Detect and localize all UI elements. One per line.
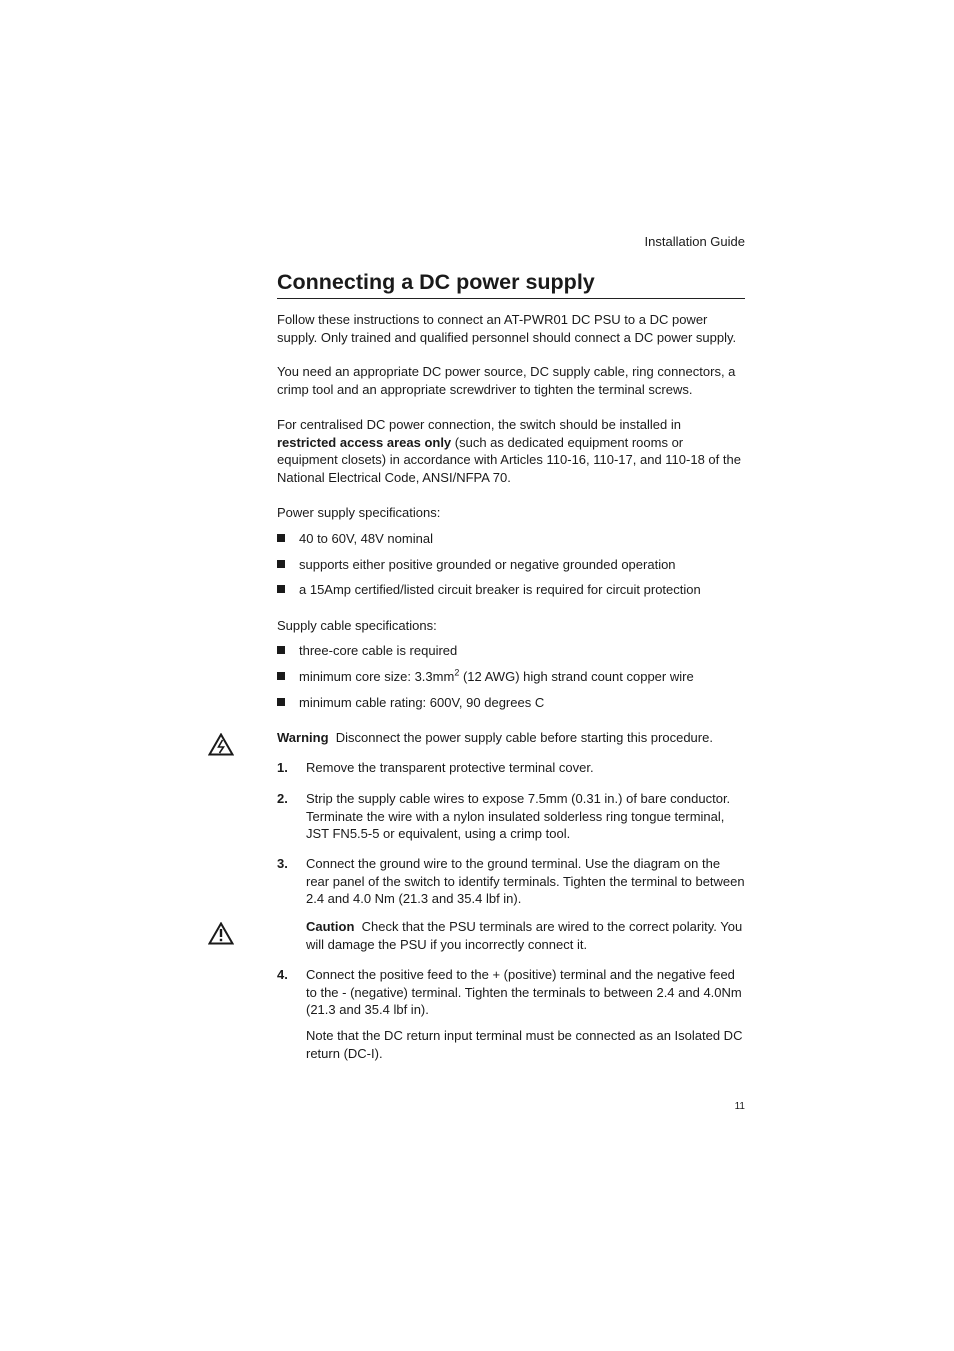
bullet-square-icon [277, 646, 285, 654]
bullet-square-icon [277, 672, 285, 680]
list-item-text: three-core cable is required [299, 643, 458, 658]
warning-text: Disconnect the power supply cable before starting this procedure. [335, 730, 713, 745]
power-specs-heading: Power supply specifications: [277, 505, 441, 520]
centralised-text-start: For centralised DC power connection, the switch should be installed in [277, 417, 681, 432]
step-text: Strip the supply cable wires to expose 7.5mm (0.31 in.) of bare conductor. Terminate the wire with a nylon insulated solderless ring tongue terminal, JST FN5.5-5 or equivalent, using a crimp tool. [306, 791, 731, 841]
dc-return-note: Note that the DC return input terminal must be connected as an Isolated DC return (DC-I). [306, 1028, 743, 1061]
step-text: Connect the positive feed to the + (positive) terminal and the negative feed to the - (negative) terminal. Tighten the terminals to between 2.4 and 4.0Nm (21.3 and 35.4 lbf in). [306, 967, 742, 1017]
running-header: Installation Guide [644, 234, 745, 249]
bullet-square-icon [277, 560, 285, 568]
superscript: 2 [454, 667, 460, 678]
cable-specs-heading: Supply cable specifications: [277, 618, 437, 633]
list-item-text: a 15Amp certified/listed circuit breaker is required for circuit protection [299, 582, 701, 597]
list-item-text: supports either positive grounded or negative grounded operation [299, 557, 676, 572]
step-number: 3. [277, 856, 288, 871]
centralised-paragraph [277, 416, 747, 486]
caution-label: Caution [306, 919, 355, 934]
caution-note [306, 918, 747, 953]
bullet-square-icon [277, 585, 285, 593]
list-item-text: 40 to 60V, 48V nominal [299, 531, 433, 546]
caution-text: Check that the PSU terminals are wired to the correct polarity. You will damage the PSU if you incorrectly connect it. [306, 919, 743, 952]
centralised-text-end: (such as dedicated equipment rooms or equipment closets) in accordance with Articles 110-16, 110-17, and 110-18 of the National Electrical Code, ANSI/NFPA 70. [277, 434, 741, 485]
page-number: 11 [734, 1101, 745, 1112]
step-number: 1. [277, 760, 288, 775]
intro-paragraph: Follow these instructions to connect an AT-PWR01 DC PSU to a DC power supply. Only trained and qualified personnel should connect a DC power supply. [277, 312, 737, 345]
step-text: Connect the ground wire to the ground terminal. Use the diagram on the rear panel of the switch to identify terminals. Tighten the terminal to between 2.4 and 4.0 Nm (21.3 and 35.4 lbf in). [306, 856, 745, 906]
bullet-square-icon [277, 698, 285, 706]
step-number: 2. [277, 791, 288, 806]
warning-triangle-icon [208, 733, 234, 756]
step-number: 4. [277, 967, 288, 982]
list-item-text: minimum cable rating: 600V, 90 degrees C [299, 695, 545, 710]
warning-note [277, 729, 747, 747]
requirements-paragraph: You need an appropriate DC power source, DC supply cable, ring connectors, a crimp tool and an appropriate screwdriver to tighten the terminal screws. [277, 364, 736, 397]
step-text: Remove the transparent protective terminal cover. [306, 760, 594, 775]
caution-triangle-icon [208, 922, 234, 945]
core-size-detail: (12 AWG) high strand count copper wire [459, 669, 694, 684]
list-item-text [299, 668, 694, 686]
warning-label: Warning [277, 730, 329, 745]
core-size-text: minimum core size: 3.3mm [299, 669, 455, 684]
bullet-square-icon [277, 534, 285, 542]
page-title: Connecting a DC power supply [277, 270, 745, 299]
restricted-areas-emphasis: restricted access areas only [277, 434, 452, 450]
